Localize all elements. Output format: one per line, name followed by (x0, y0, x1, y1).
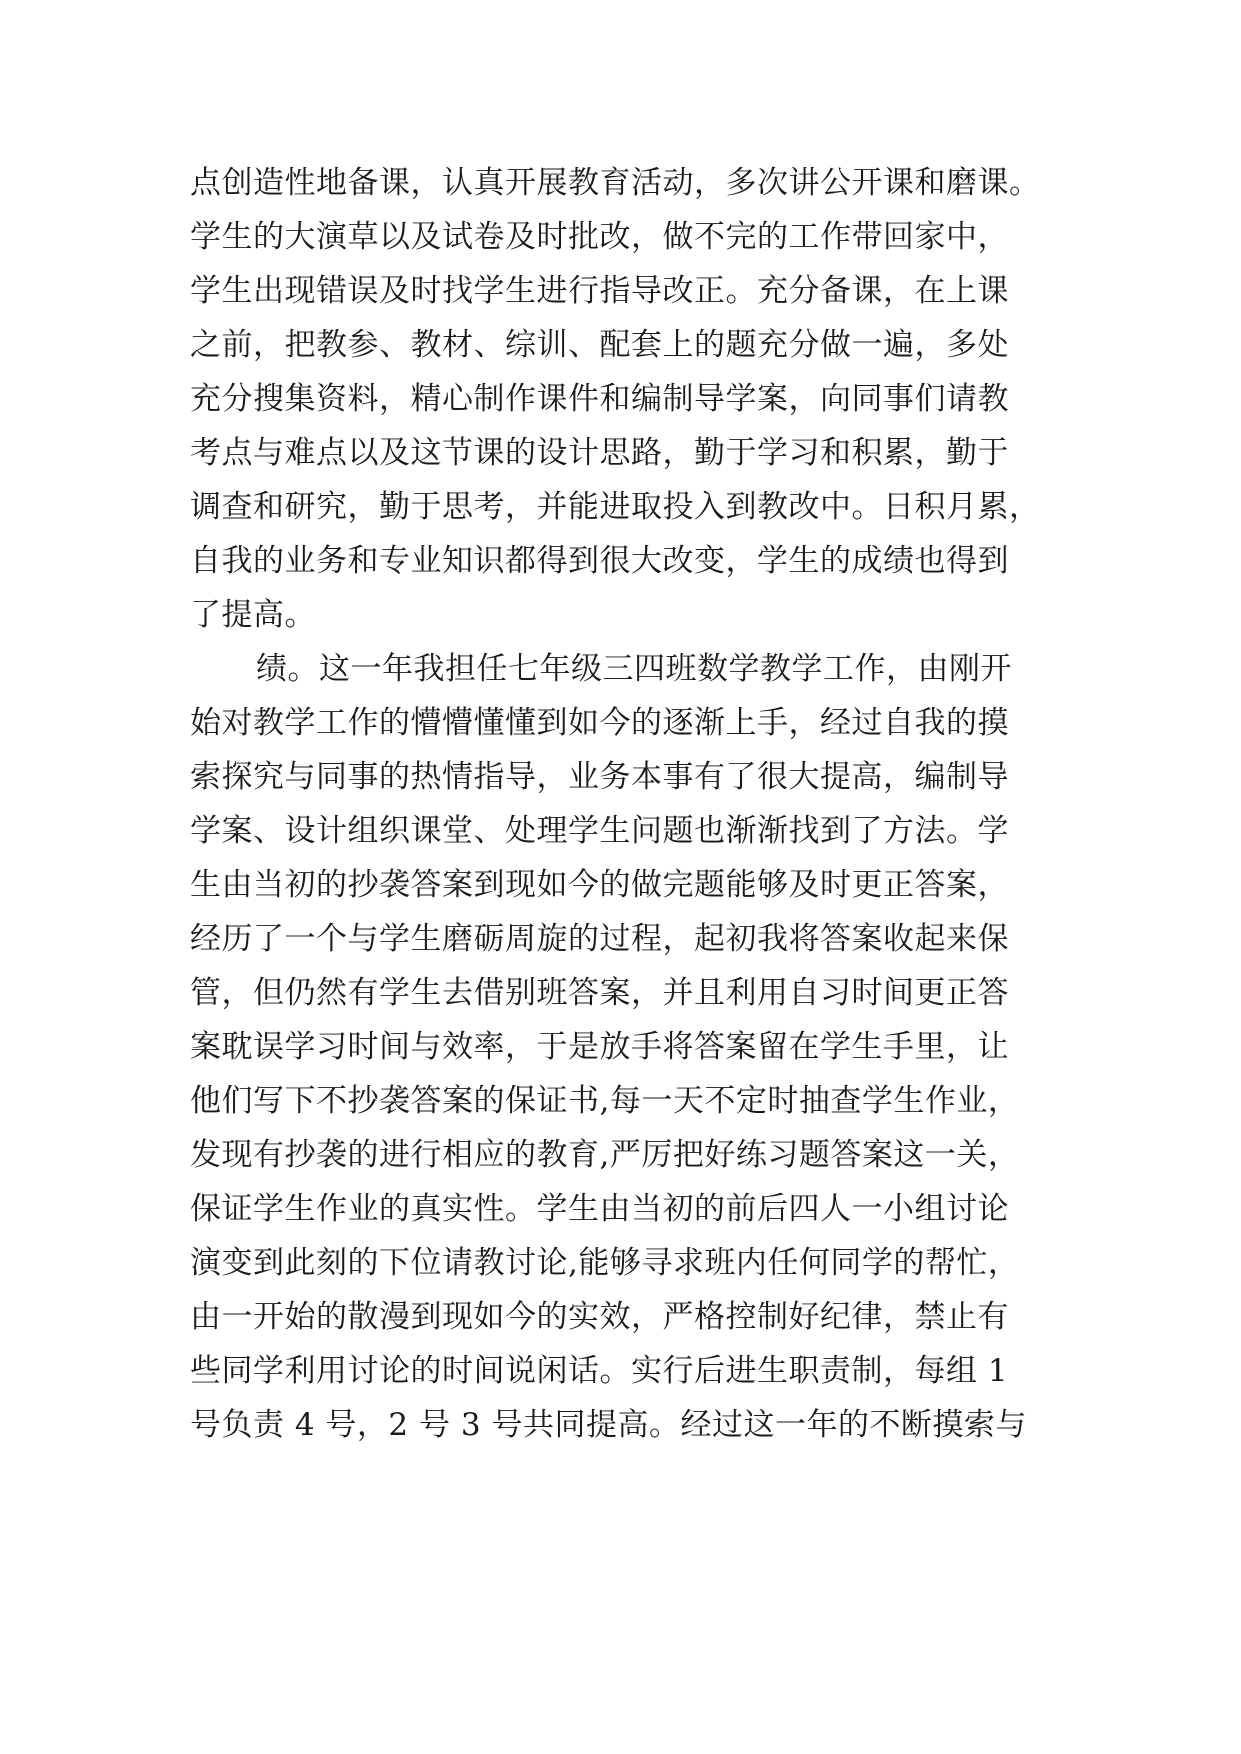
text-line: 绩。这一年我担任七年级三四班数学教学工作，由刚开 (256, 651, 1012, 687)
text-line: 自我的业务和专业知识都得到很大改变，学生的成绩也得到 (190, 543, 1009, 579)
text-line: 些同学利用讨论的时间说闲话。实行后进生职责制，每组 1 (190, 1353, 1009, 1389)
text-line: 学生出现错误及时找学生进行指导改正。充分备课，在上课 (190, 273, 1009, 309)
text-line: 号负责 4 号，2 号 3 号共同提高。经过这一年的不断摸索与 (190, 1407, 1027, 1443)
body-text (190, 156, 1060, 1452)
text-line: 学案、设计组织课堂、处理学生问题也渐渐找到了方法。学 (190, 813, 1009, 849)
text-line: 索探究与同事的热情指导，业务本事有了很大提高，编制导 (190, 759, 1009, 795)
text-line: 学生的大演草以及试卷及时批改，做不完的工作带回家中， (190, 219, 1009, 255)
text-line: 了提高。 (190, 597, 316, 633)
text-line: 生由当初的抄袭答案到现如今的做完题能够及时更正答案， (190, 867, 1009, 903)
text-line: 点创造性地备课，认真开展教育活动，多次讲公开课和磨课。 (190, 165, 1041, 201)
text-line: 演变到此刻的下位请教讨论,能够寻求班内任何同学的帮忙， (190, 1245, 1020, 1281)
text-line: 案耽误学习时间与效率，于是放手将答案留在学生手里，让 (190, 1029, 1009, 1065)
text-line: 发现有抄袭的进行相应的教育,严厉把好练习题答案这一关， (190, 1137, 1020, 1173)
paragraph-2 (190, 642, 1060, 1452)
paragraph-1 (190, 156, 1060, 642)
text-line: 由一开始的散漫到现如今的实效，严格控制好纪律，禁止有 (190, 1299, 1009, 1335)
text-line: 他们写下不抄袭答案的保证书,每一天不定时抽查学生作业， (190, 1083, 1020, 1119)
text-line: 充分搜集资料，精心制作课件和编制导学案，向同事们请教 (190, 381, 1009, 417)
text-line: 保证学生作业的真实性。学生由当初的前后四人一小组讨论 (190, 1191, 1009, 1227)
text-line: 经历了一个与学生磨砺周旋的过程，起初我将答案收起来保 (190, 921, 1009, 957)
text-line: 始对教学工作的懵懵懂懂到如今的逐渐上手，经过自我的摸 (190, 705, 1009, 741)
text-line: 管，但仍然有学生去借别班答案，并且利用自习时间更正答 (190, 975, 1009, 1011)
text-line: 考点与难点以及这节课的设计思路，勤于学习和积累，勤于 (190, 435, 1009, 471)
text-line: 调查和研究，勤于思考，并能进取投入到教改中。日积月累， (190, 489, 1041, 525)
text-line: 之前，把教参、教材、综训、配套上的题充分做一遍，多处 (190, 327, 1009, 363)
